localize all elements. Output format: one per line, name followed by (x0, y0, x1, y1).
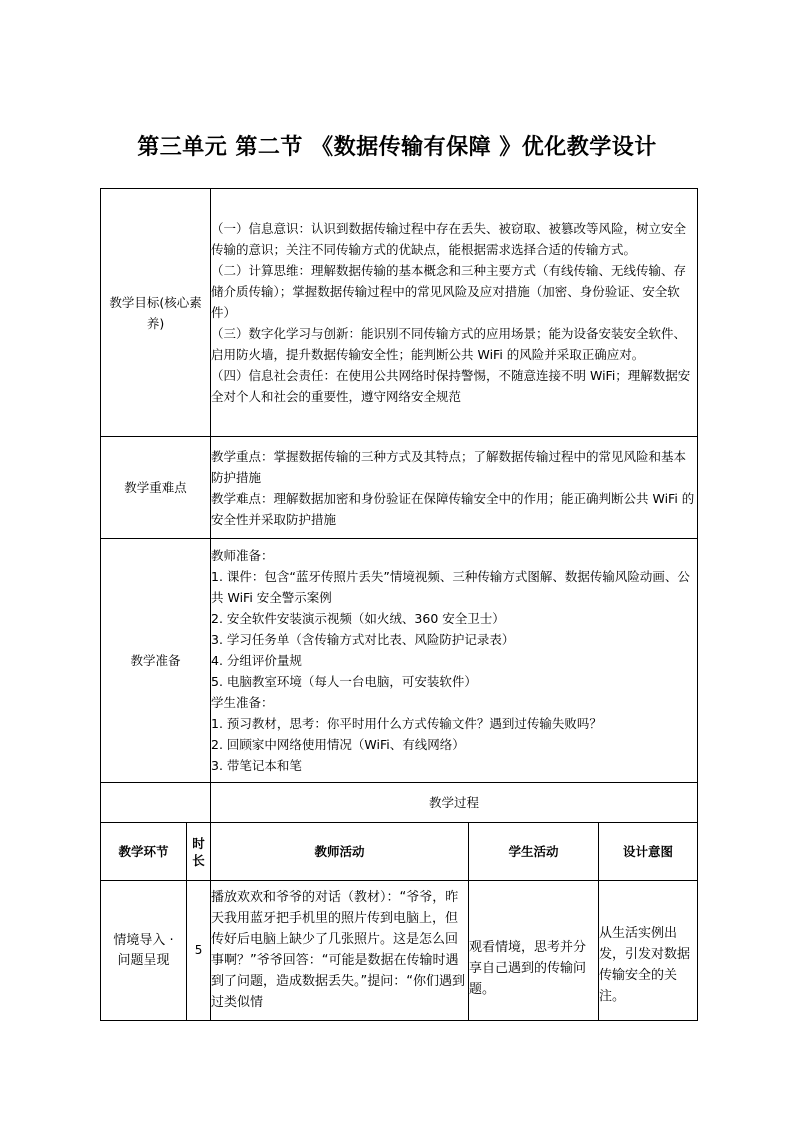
key-point: 教学重点：掌握数据传输的三种方式及其特点；了解数据传输过程中的常见风险和基本防护措施 (211, 448, 687, 485)
process-title: 教学过程 (211, 783, 698, 823)
row-stage: 情境导入 · 问题呈现 (101, 881, 187, 1021)
preparation-content (211, 539, 698, 783)
preparation-label: 教学准备 (101, 539, 211, 783)
header-duration: 时长 (187, 823, 211, 881)
objective-1: （一）信息意识：认识到数据传输过程中存在丢失、被窃取、被篡改等风险，树立安全传输的意识；关注不同传输方式的优缺点，能根据需求选择合适的传输方式。 (211, 221, 687, 257)
row-design-intent: 从生活实例出发，引发对数据传输安全的关注。 (599, 881, 698, 1021)
keypoints-label: 教学重难点 (101, 437, 211, 539)
prep-line: 学生准备： (211, 695, 274, 710)
row-teacher-activity (211, 881, 469, 1021)
preparation-row (101, 539, 698, 783)
prep-line: 2. 安全软件安装演示视频（如火绒、360 安全卫士） (211, 611, 505, 626)
lesson-plan-table (100, 188, 698, 1021)
teacher-activity-text: 播放欢欢和爷爷的对话（教材）：“爷爷，昨天我用蓝牙把手机里的照片传到电脑上，但传好后电脑上缺少了几张照片。这是怎么回事啊？”爷爷回答：“可能是数据在传输时遇到了问题，造成数据丢失。”提问：“你们遇到过类似情 (211, 889, 465, 1010)
process-title-blank (101, 783, 211, 823)
objectives-label: 教学目标(核心素养) (101, 189, 211, 437)
keypoints-row (101, 437, 698, 539)
row-duration: 5 (187, 881, 211, 1021)
prep-line: 1. 预习教材，思考：你平时用什么方式传输文件？遇到过传输失败吗？ (211, 716, 602, 731)
objective-3: （三）数字化学习与创新：能识别不同传输方式的应用场景；能为设备安装安全软件、启用防火墙，提升数据传输安全性；能判断公共 WiFi 的风险并采取正确应对。 (211, 326, 687, 362)
prep-line: 1. 课件：包含“蓝牙传照片丢失”情境视频、三种传输方式图解、数据传输风险动画、公共 WiFi 安全警示案例 (211, 569, 690, 605)
header-stage: 教学环节 (101, 823, 187, 881)
row-student-activity: 观看情境，思考并分享自己遇到的传输问题。 (469, 881, 599, 1021)
process-header-row (101, 823, 698, 881)
prep-line: 教师准备： (211, 548, 274, 563)
header-teacher: 教师活动 (211, 823, 469, 881)
keypoints-content (211, 437, 698, 539)
objectives-row (101, 189, 698, 437)
objective-4: （四）信息社会责任：在使用公共网络时保持警惕，不随意连接不明 WiFi；理解数据安全对个人和社会的重要性，遵守网络安全规范 (211, 368, 691, 404)
objectives-content (211, 189, 698, 437)
objective-2: （二）计算思维：理解数据传输的基本概念和三种主要方式（有线传输、无线传输、存储介质传输）；掌握数据传输过程中的常见风险及应对措施（加密、身份验证、安全软件） (211, 263, 687, 320)
prep-line: 3. 学习任务单（含传输方式对比表、风险防护记录表） (211, 632, 515, 647)
prep-line: 5. 电脑教室环境（每人一台电脑，可安装软件） (211, 674, 477, 689)
process-title-row (101, 783, 698, 823)
prep-line: 4. 分组评价量规 (211, 653, 302, 668)
difficult-point: 教学难点：理解数据加密和身份验证在保障传输安全中的作用；能正确判断公共 WiFi 的安全性并采取防护措施 (211, 490, 695, 527)
prep-line: 3. 带笔记本和笔 (211, 758, 302, 773)
prep-line: 2. 回顾家中网络使用情况（WiFi、有线网络） (211, 737, 465, 752)
header-intent: 设计意图 (599, 823, 698, 881)
process-row (101, 881, 698, 1021)
document-title: 第三单元 第二节 《数据传输有保障 》优化教学设计 (137, 135, 657, 160)
header-student: 学生活动 (469, 823, 599, 881)
